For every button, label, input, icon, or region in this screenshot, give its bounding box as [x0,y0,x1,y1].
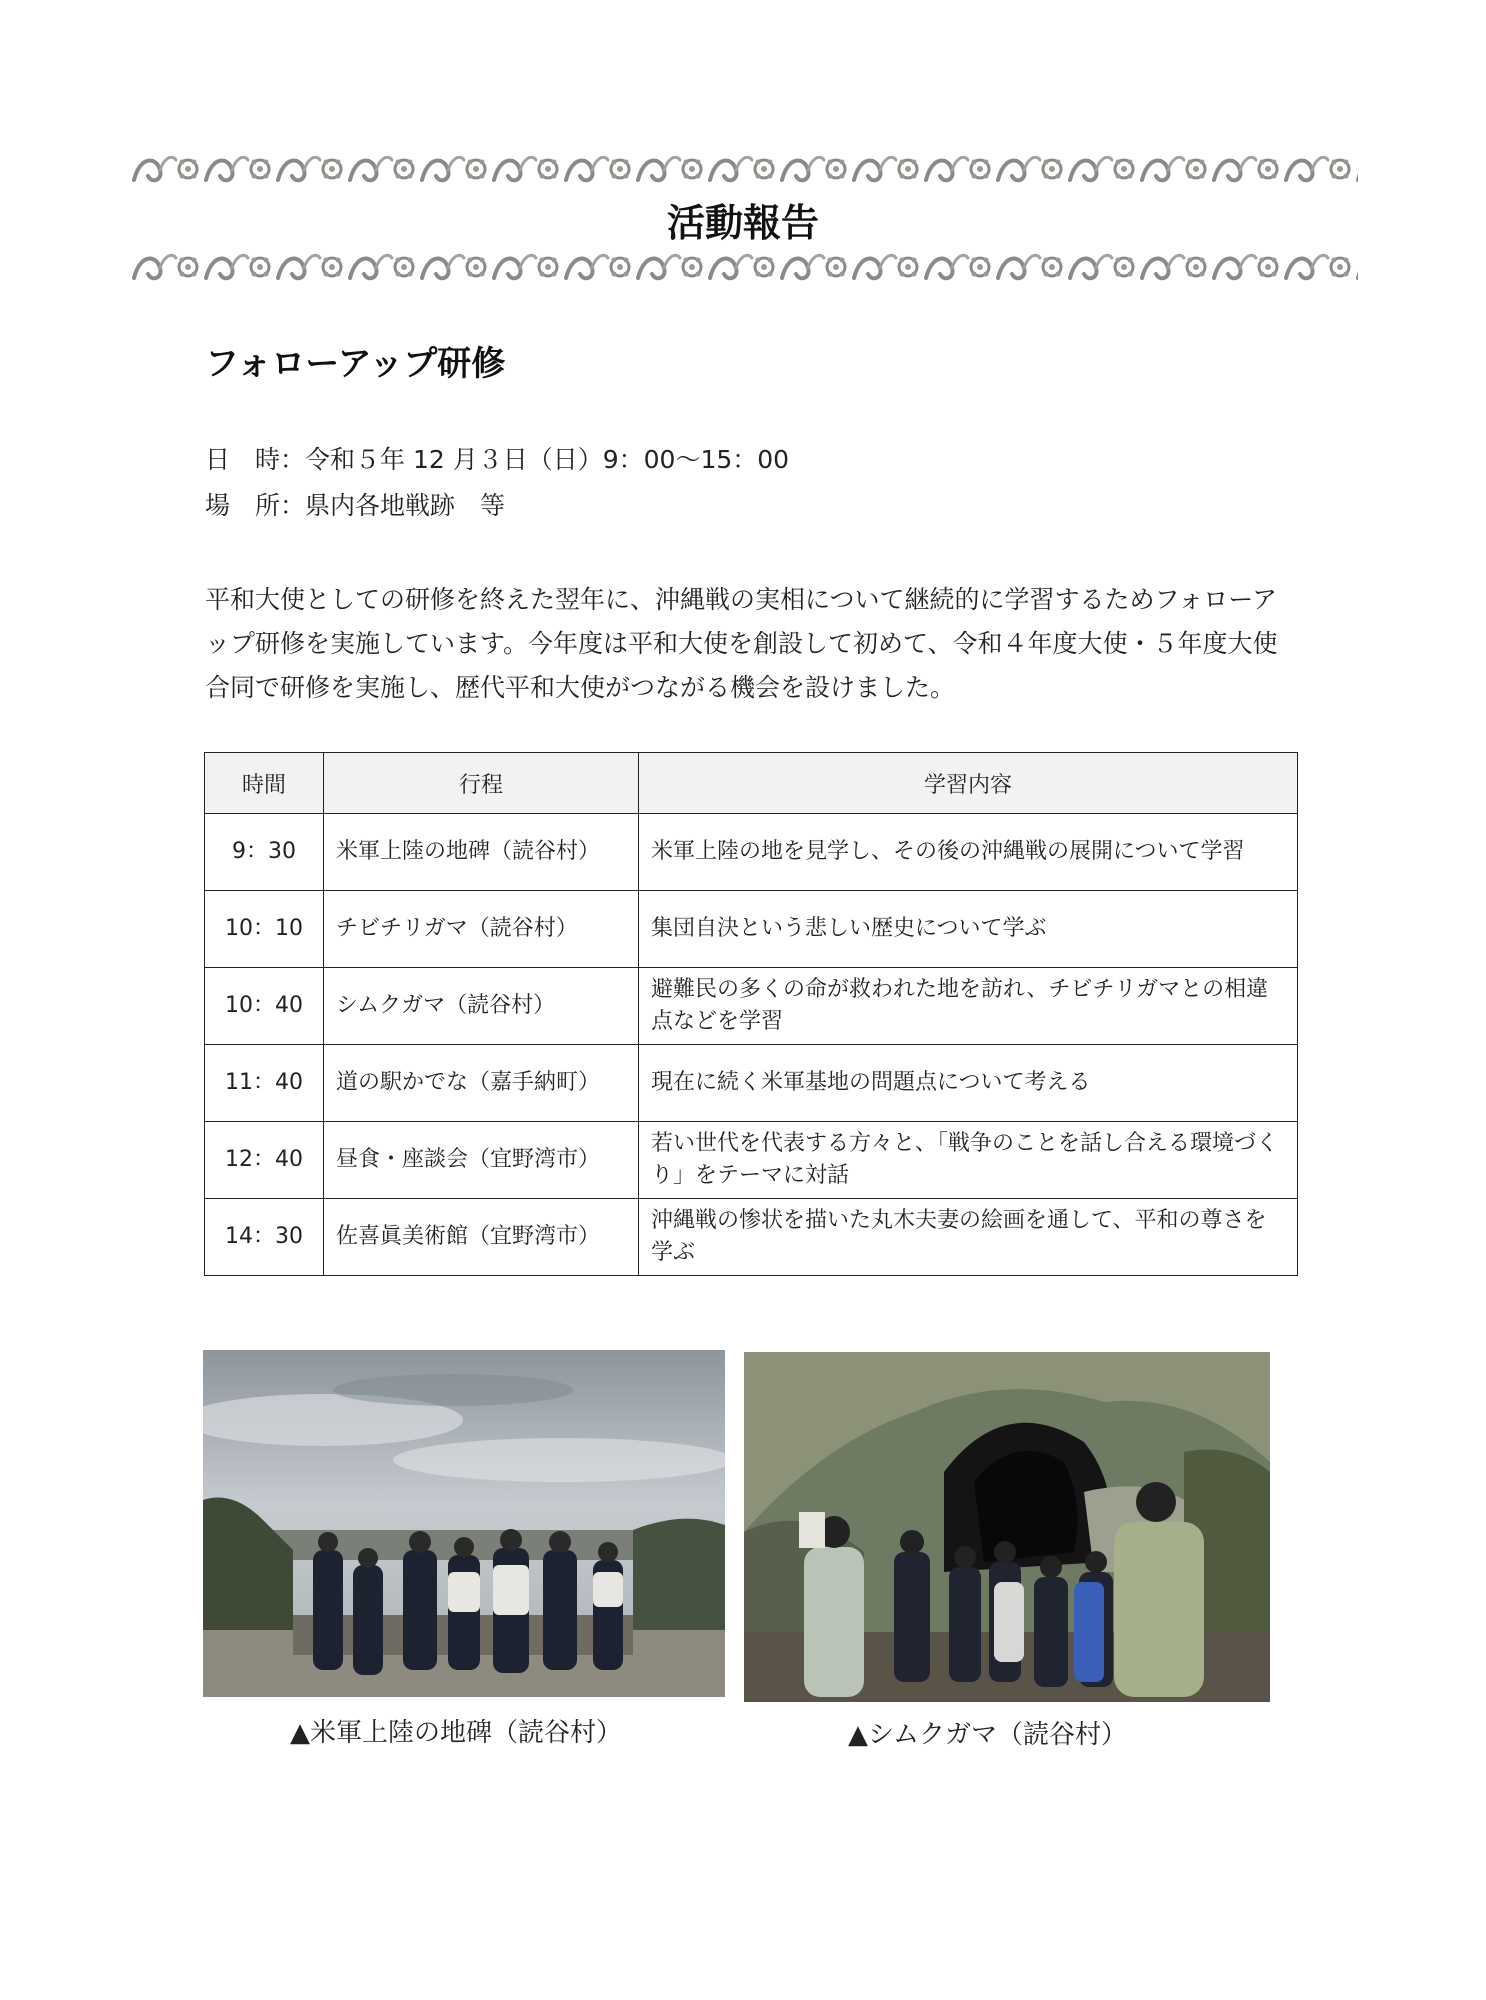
cell-time: 14：30 [205,1199,324,1276]
date-label: 日 時： [205,445,306,474]
cell-content: 現在に続く米軍基地の問題点について考える [639,1045,1298,1122]
cell-content: 集団自決という悲しい歴史について学ぶ [639,891,1298,968]
intro-paragraph: 平和大使としての研修を終えた翌年に、沖縄戦の実相について継続的に学習するためフォローアップ研修を実施しています。今年度は平和大使を創設して初めて、令和４年度大使・５年度大使合同で研修を実施し、歴代平和大使がつながる機会を設けました。 [205,585,1278,702]
page-title: 活動報告 [666,201,819,245]
cell-itinerary: シムクガマ（読谷村） [324,968,639,1045]
table-row [205,1122,1298,1199]
cell-itinerary: 佐喜眞美術館（宜野湾市） [324,1199,639,1276]
table-header-row [205,753,1298,814]
place-value: 県内各地戦跡 等 [305,491,506,520]
place-label: 場 所： [205,491,306,520]
table-row [205,1199,1298,1276]
cell-itinerary: 道の駅かでな（嘉手納町） [324,1045,639,1122]
cell-time: 11：40 [205,1045,324,1122]
cell-time: 12：40 [205,1122,324,1199]
cell-content: 避難民の多くの命が救われた地を訪れ、チビチリガマとの相違点などを学習 [639,968,1298,1045]
table-row [205,814,1298,891]
header-time: 時間 [205,753,324,814]
header-content: 学習内容 [639,753,1298,814]
table-row [205,968,1298,1045]
photo-shimuku-gama [744,1352,1270,1702]
photo-caption-shimuku-gama: ▲シムクガマ（読谷村） [848,1720,1127,1750]
cell-itinerary: 昼食・座談会（宜野湾市） [324,1122,639,1199]
header-itinerary: 行程 [324,753,639,814]
photo-caption-landing-monument: ▲米軍上陸の地碑（読谷村） [290,1718,622,1748]
cell-time: 10：40 [205,968,324,1045]
ornamental-border-top [130,150,1358,188]
section-title: フォローアップ研修 [205,344,506,384]
cell-content: 若い世代を代表する方々と、「戦争のことを話し合える環境づくり」をテーマに対話 [639,1122,1298,1199]
cell-time: 10：10 [205,891,324,968]
event-place [205,486,505,522]
table-row [205,891,1298,968]
table-row [205,1045,1298,1122]
event-date [205,440,789,476]
date-value: 令和５年 12 月３日（日）9：00～15：00 [305,445,790,474]
cell-time: 9：30 [205,814,324,891]
cell-itinerary: 米軍上陸の地碑（読谷村） [324,814,639,891]
cell-content: 米軍上陸の地を見学し、その後の沖縄戦の展開について学習 [639,814,1298,891]
ornamental-border-bottom [130,248,1358,286]
schedule-table [204,752,1298,1276]
cell-itinerary: チビチリガマ（読谷村） [324,891,639,968]
cell-content: 沖縄戦の惨状を描いた丸木夫妻の絵画を通して、平和の尊さを学ぶ [639,1199,1298,1276]
photo-landing-monument [203,1350,725,1697]
